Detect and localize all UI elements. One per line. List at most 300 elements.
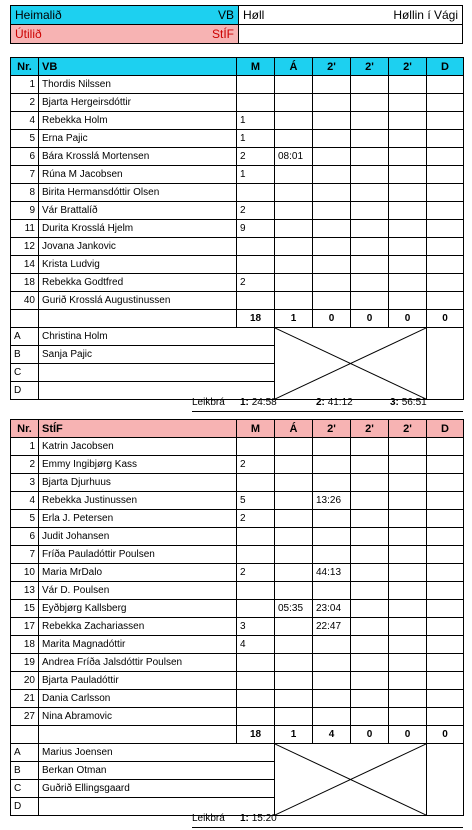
player-number: 3	[11, 474, 39, 492]
player-a	[275, 708, 313, 726]
player-number: 11	[11, 220, 39, 238]
player-a	[275, 130, 313, 148]
player-name: Marita Magnadóttir	[39, 636, 237, 654]
player-t1	[313, 546, 351, 564]
player-t2	[351, 474, 389, 492]
player-a: 08:01	[275, 148, 313, 166]
player-row	[11, 600, 464, 618]
player-row	[11, 654, 464, 672]
player-t3	[389, 474, 427, 492]
player-t1	[313, 166, 351, 184]
player-t3	[389, 202, 427, 220]
player-row	[11, 708, 464, 726]
player-d	[427, 672, 464, 690]
player-t1	[313, 112, 351, 130]
player-name: Rebekka Holm	[39, 112, 237, 130]
player-d	[427, 274, 464, 292]
player-number: 27	[11, 708, 39, 726]
player-t1	[313, 256, 351, 274]
player-t2	[351, 256, 389, 274]
player-d	[427, 148, 464, 166]
player-row	[11, 76, 464, 94]
player-row	[11, 510, 464, 528]
total-t2: 0	[351, 726, 389, 744]
period-label: 1:	[240, 813, 249, 824]
player-d	[427, 76, 464, 94]
player-d	[427, 184, 464, 202]
official-letter: C	[11, 364, 39, 382]
player-m	[237, 546, 275, 564]
player-m: 2	[237, 564, 275, 582]
player-a	[275, 672, 313, 690]
player-t1	[313, 292, 351, 310]
player-name: Rebekka Zachariassen	[39, 618, 237, 636]
col-5: 2'	[389, 420, 427, 438]
player-a	[275, 582, 313, 600]
player-t3	[389, 274, 427, 292]
col-1: M	[237, 420, 275, 438]
player-name: Bjarta Pauladóttir	[39, 672, 237, 690]
player-number: 7	[11, 166, 39, 184]
col-2: Á	[275, 420, 313, 438]
player-number: 4	[11, 112, 39, 130]
col-4: 2'	[351, 420, 389, 438]
totals-blank	[11, 310, 39, 328]
player-t1	[313, 220, 351, 238]
player-d	[427, 220, 464, 238]
player-a	[275, 202, 313, 220]
player-m: 1	[237, 130, 275, 148]
player-t2	[351, 202, 389, 220]
period-label: 1:	[240, 397, 249, 408]
player-t1	[313, 528, 351, 546]
player-t2	[351, 112, 389, 130]
home-team-cell	[11, 6, 239, 25]
player-t1	[313, 130, 351, 148]
official-name: Sanja Pajic	[39, 346, 275, 364]
hall-label: Høll	[243, 8, 265, 22]
player-m: 9	[237, 220, 275, 238]
player-m: 3	[237, 618, 275, 636]
player-t3	[389, 600, 427, 618]
player-m	[237, 238, 275, 256]
match-header	[10, 5, 463, 44]
player-number: 7	[11, 546, 39, 564]
player-d	[427, 438, 464, 456]
player-d	[427, 202, 464, 220]
player-number: 6	[11, 528, 39, 546]
hall-value: Høllin í Vági	[393, 8, 458, 22]
player-t1	[313, 148, 351, 166]
player-number: 9	[11, 202, 39, 220]
score-period	[240, 813, 277, 824]
player-t3	[389, 220, 427, 238]
player-number: 17	[11, 618, 39, 636]
player-d	[427, 456, 464, 474]
period-time: 56:51	[401, 397, 427, 408]
player-t1	[313, 474, 351, 492]
player-t2	[351, 546, 389, 564]
player-t2	[351, 690, 389, 708]
player-t3	[389, 112, 427, 130]
player-row	[11, 292, 464, 310]
player-t3	[389, 76, 427, 94]
player-a	[275, 564, 313, 582]
player-t2	[351, 492, 389, 510]
col-4: 2'	[351, 58, 389, 76]
player-m: 2	[237, 456, 275, 474]
away-label: Útilið	[15, 27, 42, 41]
player-t3	[389, 238, 427, 256]
player-row	[11, 672, 464, 690]
header-row	[11, 420, 464, 438]
player-row	[11, 474, 464, 492]
player-t1	[313, 708, 351, 726]
cross-graphic	[275, 328, 426, 399]
totals-row	[11, 726, 464, 744]
official-letter: B	[11, 762, 39, 780]
total-t1: 4	[313, 726, 351, 744]
officials-cross-box	[275, 744, 427, 816]
total-d: 0	[427, 726, 464, 744]
totals-row	[11, 310, 464, 328]
player-m	[237, 528, 275, 546]
player-t1	[313, 636, 351, 654]
venue-cell	[239, 6, 463, 25]
player-a	[275, 456, 313, 474]
player-t1	[313, 456, 351, 474]
official-name: Christina Holm	[39, 328, 275, 346]
player-t3	[389, 166, 427, 184]
total-m: 18	[237, 726, 275, 744]
player-t3	[389, 148, 427, 166]
player-t3	[389, 618, 427, 636]
player-name: Rúna M Jacobsen	[39, 166, 237, 184]
player-t2	[351, 564, 389, 582]
player-number: 19	[11, 654, 39, 672]
player-a	[275, 292, 313, 310]
player-d	[427, 582, 464, 600]
col-team-name: StÍF	[39, 420, 237, 438]
player-m	[237, 256, 275, 274]
col-nr: Nr.	[11, 420, 39, 438]
player-name: Dania Carlsson	[39, 690, 237, 708]
player-m: 2	[237, 274, 275, 292]
player-row	[11, 528, 464, 546]
totals-blank	[39, 310, 237, 328]
player-a	[275, 492, 313, 510]
player-number: 8	[11, 184, 39, 202]
player-d	[427, 130, 464, 148]
player-t3	[389, 292, 427, 310]
total-t3: 0	[389, 726, 427, 744]
player-number: 1	[11, 76, 39, 94]
official-name: Guðrið Ellingsgaard	[39, 780, 275, 798]
col-5: 2'	[389, 58, 427, 76]
total-m: 18	[237, 310, 275, 328]
player-a	[275, 654, 313, 672]
header-row	[11, 58, 464, 76]
player-row	[11, 94, 464, 112]
official-letter: A	[11, 328, 39, 346]
period-time: 15:20	[251, 813, 277, 824]
player-number: 2	[11, 456, 39, 474]
player-number: 40	[11, 292, 39, 310]
player-t1	[313, 510, 351, 528]
player-row	[11, 112, 464, 130]
player-a	[275, 618, 313, 636]
player-t1	[313, 274, 351, 292]
player-t1: 44:13	[313, 564, 351, 582]
player-number: 5	[11, 130, 39, 148]
away-team-cell	[11, 25, 239, 44]
player-row	[11, 238, 464, 256]
player-row	[11, 618, 464, 636]
player-t3	[389, 438, 427, 456]
player-t3	[389, 690, 427, 708]
team2-score	[192, 813, 463, 828]
player-name: Fríða Pauladóttir Poulsen	[39, 546, 237, 564]
player-t3	[389, 672, 427, 690]
player-name: Bjarta Hergeirsdóttir	[39, 94, 237, 112]
player-t3	[389, 456, 427, 474]
official-row	[11, 328, 464, 346]
player-a	[275, 636, 313, 654]
player-t2	[351, 672, 389, 690]
player-a	[275, 220, 313, 238]
player-row	[11, 492, 464, 510]
player-t1: 23:04	[313, 600, 351, 618]
player-d	[427, 636, 464, 654]
player-a	[275, 274, 313, 292]
player-name: Erna Pajic	[39, 130, 237, 148]
score-period	[316, 397, 353, 408]
player-t2	[351, 618, 389, 636]
official-row	[11, 744, 464, 762]
player-t1	[313, 672, 351, 690]
player-t1	[313, 76, 351, 94]
period-time: 24:58	[251, 397, 277, 408]
official-letter: A	[11, 744, 39, 762]
player-m	[237, 438, 275, 456]
player-name: Katrin Jacobsen	[39, 438, 237, 456]
player-t3	[389, 256, 427, 274]
totals-blank	[39, 726, 237, 744]
player-number: 2	[11, 94, 39, 112]
player-t2	[351, 456, 389, 474]
player-number: 5	[11, 510, 39, 528]
player-number: 18	[11, 636, 39, 654]
player-t2	[351, 708, 389, 726]
player-d	[427, 690, 464, 708]
period-time: 41:12	[327, 397, 353, 408]
period-label: 3:	[390, 397, 399, 408]
col-team-name: VB	[39, 58, 237, 76]
player-t1	[313, 184, 351, 202]
away-code: StÍF	[211, 27, 234, 41]
player-m: 1	[237, 112, 275, 130]
cross-graphic	[275, 744, 426, 815]
player-d	[427, 510, 464, 528]
official-letter: C	[11, 780, 39, 798]
official-letter: B	[11, 346, 39, 364]
player-t1	[313, 582, 351, 600]
player-m: 2	[237, 510, 275, 528]
player-a	[275, 528, 313, 546]
player-t1	[313, 202, 351, 220]
player-m	[237, 708, 275, 726]
player-row	[11, 256, 464, 274]
player-t3	[389, 94, 427, 112]
player-name: Jovana Jankovic	[39, 238, 237, 256]
player-d	[427, 564, 464, 582]
col-2: Á	[275, 58, 313, 76]
player-d	[427, 256, 464, 274]
player-d	[427, 474, 464, 492]
player-number: 21	[11, 690, 39, 708]
player-t2	[351, 166, 389, 184]
player-t2	[351, 582, 389, 600]
player-d	[427, 166, 464, 184]
player-t1	[313, 94, 351, 112]
player-row	[11, 564, 464, 582]
player-d	[427, 654, 464, 672]
score-label: Leikbrá	[192, 813, 225, 824]
player-d	[427, 94, 464, 112]
player-row	[11, 184, 464, 202]
player-row	[11, 636, 464, 654]
player-row	[11, 220, 464, 238]
player-row	[11, 456, 464, 474]
player-t3	[389, 564, 427, 582]
player-m	[237, 582, 275, 600]
player-a	[275, 76, 313, 94]
official-name: Marius Joensen	[39, 744, 275, 762]
player-number: 14	[11, 256, 39, 274]
player-t2	[351, 94, 389, 112]
player-t2	[351, 292, 389, 310]
player-d	[427, 112, 464, 130]
player-t1	[313, 690, 351, 708]
player-name: Judit Johansen	[39, 528, 237, 546]
player-t2	[351, 238, 389, 256]
player-a	[275, 438, 313, 456]
player-t1: 22:47	[313, 618, 351, 636]
player-name: Erla J. Petersen	[39, 510, 237, 528]
player-row	[11, 148, 464, 166]
total-t3: 0	[389, 310, 427, 328]
player-m	[237, 76, 275, 94]
player-name: Bára Krosslá Mortensen	[39, 148, 237, 166]
player-name: Birita Hermansdóttir Olsen	[39, 184, 237, 202]
player-row	[11, 130, 464, 148]
total-t2: 0	[351, 310, 389, 328]
player-number: 1	[11, 438, 39, 456]
player-m	[237, 600, 275, 618]
player-a	[275, 546, 313, 564]
player-number: 4	[11, 492, 39, 510]
player-a	[275, 690, 313, 708]
player-t1	[313, 438, 351, 456]
total-d: 0	[427, 310, 464, 328]
player-m: 2	[237, 148, 275, 166]
player-m	[237, 690, 275, 708]
team1-score	[192, 397, 463, 412]
player-d	[427, 292, 464, 310]
player-number: 20	[11, 672, 39, 690]
col-6: D	[427, 58, 464, 76]
player-row	[11, 202, 464, 220]
player-row	[11, 166, 464, 184]
player-t2	[351, 438, 389, 456]
player-name: Eyðbjørg Kallsberg	[39, 600, 237, 618]
player-name: Bjarta Djurhuus	[39, 474, 237, 492]
player-row	[11, 582, 464, 600]
player-row	[11, 274, 464, 292]
col-3: 2'	[313, 58, 351, 76]
home-code: VB	[217, 8, 234, 22]
score-period	[240, 397, 277, 408]
player-a	[275, 474, 313, 492]
total-t1: 0	[313, 310, 351, 328]
home-label: Heimalið	[15, 8, 62, 22]
total-a: 1	[275, 726, 313, 744]
player-a	[275, 510, 313, 528]
player-t3	[389, 492, 427, 510]
player-d	[427, 618, 464, 636]
official-letter: D	[11, 382, 39, 400]
col-6: D	[427, 420, 464, 438]
player-d	[427, 238, 464, 256]
player-t2	[351, 130, 389, 148]
player-name: Gurið Krosslá Augustinussen	[39, 292, 237, 310]
player-m: 5	[237, 492, 275, 510]
player-name: Rebekka Justinussen	[39, 492, 237, 510]
player-t1	[313, 238, 351, 256]
score-period	[390, 397, 427, 408]
player-a	[275, 166, 313, 184]
player-name: Vár D. Poulsen	[39, 582, 237, 600]
player-name: Emmy Ingibjørg Kass	[39, 456, 237, 474]
player-a	[275, 112, 313, 130]
player-name: Thordis Nilssen	[39, 76, 237, 94]
col-nr: Nr.	[11, 58, 39, 76]
player-a: 05:35	[275, 600, 313, 618]
official-blank	[427, 744, 464, 816]
totals-blank	[11, 726, 39, 744]
period-label: 2:	[316, 397, 325, 408]
team1-roster	[10, 57, 464, 400]
player-name: Maria MrDalo	[39, 564, 237, 582]
official-name	[39, 364, 275, 382]
total-a: 1	[275, 310, 313, 328]
player-t1: 13:26	[313, 492, 351, 510]
player-t3	[389, 130, 427, 148]
player-t2	[351, 220, 389, 238]
player-t2	[351, 636, 389, 654]
player-t3	[389, 510, 427, 528]
player-t2	[351, 654, 389, 672]
player-number: 6	[11, 148, 39, 166]
player-t3	[389, 636, 427, 654]
team2-roster	[10, 419, 464, 816]
player-row	[11, 438, 464, 456]
official-blank	[427, 328, 464, 400]
player-a	[275, 256, 313, 274]
player-name: Andrea Fríða Jalsdóttir Poulsen	[39, 654, 237, 672]
player-t3	[389, 654, 427, 672]
player-d	[427, 600, 464, 618]
